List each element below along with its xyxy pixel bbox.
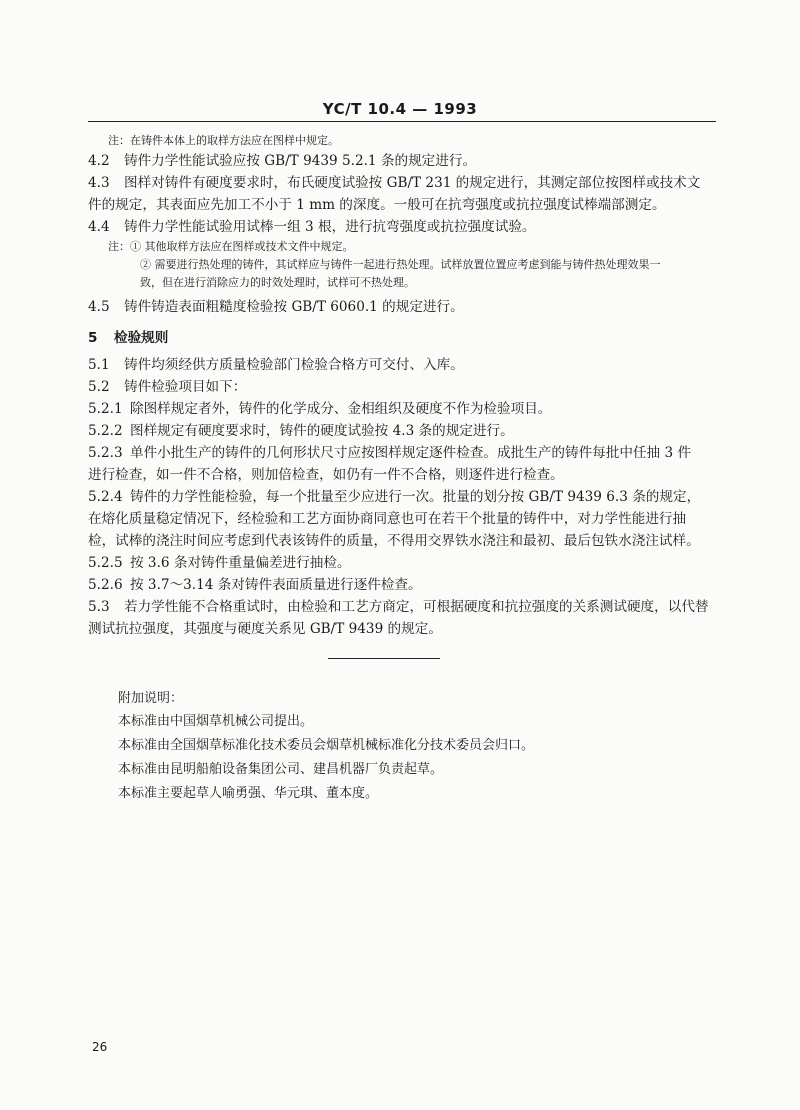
clause-text: 图样规定有硬度要求时，铸件的硬度试验按 4.3 条的规定进行。 <box>130 423 514 439</box>
clause-5-2-6 <box>88 574 718 596</box>
clause-number: 5.2.1 <box>88 401 123 417</box>
clause-text: 单件小批生产的铸件的几何形状尺寸应按图样规定逐件检查。成批生产的铸件每批中任抽 3 件 <box>130 445 692 461</box>
clause-text: 若力学性能不合格重试时，由检验和工艺方商定，可根据硬度和抗拉强度的关系测试硬度，以代替 <box>124 599 709 615</box>
clause-5-2-4-cont: 在熔化质量稳定情况下，经检验和工艺方面协商同意也可在若干个批量的铸件中，对力学性能进行抽 <box>88 511 687 527</box>
clause-5-3 <box>88 596 718 618</box>
clause-text: 铸件的力学性能检验，每一个批量至少应进行一次。批量的划分按 GB/T 9439 6.3 条的规定， <box>130 489 701 505</box>
main-content <box>88 132 718 640</box>
clause-number: 5.2.3 <box>88 445 123 461</box>
clause-text: 按 3.6 条对铸件重量偏差进行抽检。 <box>130 555 351 571</box>
clause-text: 铸件力学性能试验应按 GB/T 9439 5.2.1 条的规定进行。 <box>124 153 477 169</box>
appendix-line: 本标准由全国烟草标准化技术委员会烟草机械标准化分技术委员会归口。 <box>118 738 535 753</box>
clause-number: 4.2 <box>88 153 110 169</box>
clause-4-5 <box>88 296 718 318</box>
clause-5-3-cont: 测试抗拉强度，其强度与硬度关系见 GB/T 9439 的规定。 <box>88 621 442 637</box>
clause-text: 按 3.7～3.14 条对铸件表面质量进行逐件检查。 <box>130 577 422 593</box>
clause-number: 5.2 <box>88 379 110 395</box>
note-item-2: ② 需要进行热处理的铸件，其试样应与铸件一起进行热处理。试样放置位置应考虑到能与铸件热处理效果一 <box>140 258 661 271</box>
clause-5-2-3-cont: 进行检查，如一件不合格，则加倍检查，如仍有一件不合格，则逐件进行检查。 <box>88 467 564 483</box>
appendix-line: 本标准主要起草人喻勇强、华元琪、董本度。 <box>118 786 379 801</box>
clause-4-3-cont: 件的规定，其表面应先加工不小于 1 mm 的深度。一般可在抗弯强度或抗拉强度试棒端部测定。 <box>88 197 666 213</box>
clause-text: 铸件力学性能试验用试棒一组 3 根，进行抗弯强度或抗拉强度试验。 <box>124 219 536 235</box>
clause-5-2-1 <box>88 398 718 420</box>
appendix-notes <box>118 688 534 806</box>
appendix-line: 本标准由昆明船舶设备集团公司、建昌机器厂负责起草。 <box>118 762 444 777</box>
clause-4-2 <box>88 150 718 172</box>
clause-5-2-3 <box>88 442 718 464</box>
note-item-2-cont: 致，但在进行消除应力的时效处理时，试样可不热处理。 <box>140 276 415 289</box>
clause-text: 铸件铸造表面粗糙度检验按 GB/T 6060.1 的规定进行。 <box>124 299 464 315</box>
clause-number: 4.5 <box>88 299 110 315</box>
note-4-4 <box>88 238 718 256</box>
note-sampling: 注：在铸件本体上的取样方法应在图样中规定。 <box>108 134 339 147</box>
clause-5-1 <box>88 354 718 376</box>
clause-text: 铸件均须经供方质量检验部门检验合格方可交付、入库。 <box>124 357 464 373</box>
clause-text: 除图样规定者外，铸件的化学成分、金相组织及硬度不作为检验项目。 <box>130 401 552 417</box>
page-number: 26 <box>92 1040 108 1054</box>
section-5-heading <box>88 326 718 346</box>
note-item-1: ① 其他取样方法应在图样或技术文件中规定。 <box>130 240 354 253</box>
clause-number: 5.2.2 <box>88 423 123 439</box>
clause-number: 5.2.4 <box>88 489 123 505</box>
clause-number: 4.4 <box>88 219 110 235</box>
note-label: 注： <box>108 240 130 253</box>
clause-number: 4.3 <box>88 175 110 191</box>
clause-4-4 <box>88 216 718 238</box>
section-number: 5 <box>88 330 98 346</box>
clause-5-2-2 <box>88 420 718 442</box>
section-title: 检验规则 <box>114 330 169 346</box>
standard-header: YC/T 10.4 — 1993 <box>322 100 478 118</box>
clause-number: 5.3 <box>88 599 110 615</box>
clause-4-3 <box>88 172 718 194</box>
clause-number: 5.1 <box>88 357 110 373</box>
end-rule <box>328 658 440 659</box>
appendix-title: 附加说明： <box>118 691 184 706</box>
clause-5-2-4-cont2: 检，试棒的浇注时间应考虑到代表该铸件的质量，不得用交界铁水浇注和最初、最后包铁水浇注试样。 <box>88 533 700 549</box>
clause-5-2-4 <box>88 486 718 508</box>
header-rule <box>88 121 716 122</box>
clause-text: 铸件检验项目如下： <box>124 379 247 395</box>
clause-number: 5.2.6 <box>88 577 123 593</box>
appendix-line: 本标准由中国烟草机械公司提出。 <box>118 714 314 729</box>
clause-5-2 <box>88 376 718 398</box>
clause-5-2-5 <box>88 552 718 574</box>
clause-text: 图样对铸件有硬度要求时，布氏硬度试验按 GB/T 231 的规定进行，其测定部位按图样或技术文 <box>124 175 701 191</box>
clause-number: 5.2.5 <box>88 555 123 571</box>
